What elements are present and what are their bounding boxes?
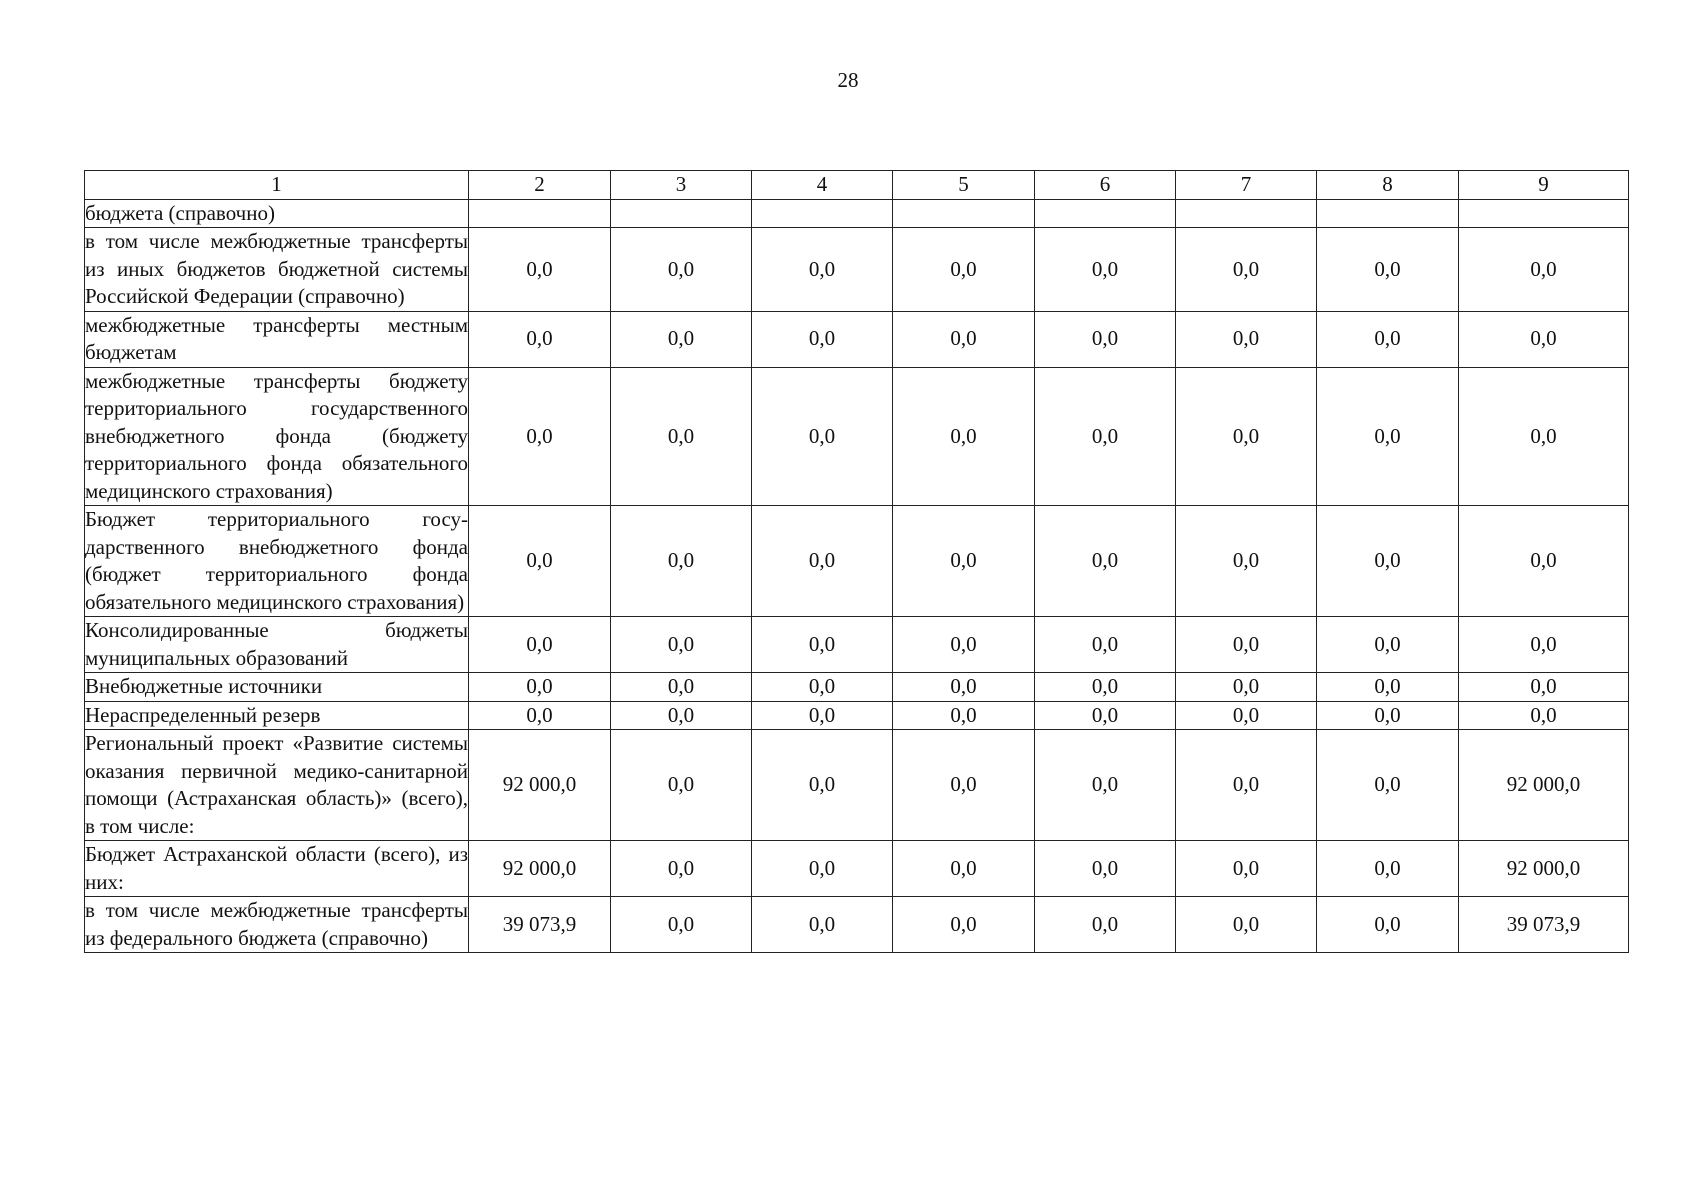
value-cell: 0,0 bbox=[893, 367, 1035, 506]
value-cell: 0,0 bbox=[1317, 617, 1459, 673]
value-cell: 0,0 bbox=[752, 897, 893, 953]
value-cell: 0,0 bbox=[1176, 841, 1317, 897]
value-cell: 92 000,0 bbox=[469, 841, 611, 897]
value-cell: 0,0 bbox=[752, 367, 893, 506]
value-cell: 39 073,9 bbox=[469, 897, 611, 953]
value-cell: 0,0 bbox=[752, 228, 893, 312]
value-cell: 0,0 bbox=[893, 228, 1035, 312]
value-cell: 0,0 bbox=[1176, 311, 1317, 367]
header-row bbox=[85, 171, 1629, 200]
column-header: 7 bbox=[1176, 171, 1317, 200]
value-cell: 0,0 bbox=[752, 673, 893, 702]
value-cell: 0,0 bbox=[1035, 730, 1176, 841]
value-cell: 0,0 bbox=[1035, 311, 1176, 367]
page-number: 28 bbox=[837, 68, 859, 92]
row-label: в том числе межбюджетные трансферты из федерального бюджета (справочно) bbox=[85, 897, 469, 953]
value-cell: 0,0 bbox=[1176, 701, 1317, 730]
value-cell: 0,0 bbox=[1317, 701, 1459, 730]
value-cell: 0,0 bbox=[1035, 367, 1176, 506]
value-cell bbox=[611, 199, 752, 228]
value-cell: 0,0 bbox=[893, 730, 1035, 841]
value-cell: 0,0 bbox=[752, 617, 893, 673]
value-cell: 0,0 bbox=[1459, 311, 1629, 367]
row-label: Консолидированные бюджеты муниципальных образований bbox=[85, 617, 469, 673]
row-label: в том числе межбюджетные трансферты из иных бюджетов бюджетной системы Российской Федерации (справочно) bbox=[85, 228, 469, 312]
value-cell: 0,0 bbox=[1317, 730, 1459, 841]
value-cell bbox=[1317, 199, 1459, 228]
column-header: 1 bbox=[85, 171, 469, 200]
row-label: межбюджетные трансферты местным бюджетам bbox=[85, 311, 469, 367]
value-cell: 0,0 bbox=[469, 311, 611, 367]
row-label: межбюджетные трансферты бюджету территориального государственного внебюджетного фонда (бюджету территориального фонда обязательного медицинского страхования) bbox=[85, 367, 469, 506]
value-cell: 0,0 bbox=[469, 367, 611, 506]
value-cell bbox=[752, 199, 893, 228]
value-cell: 0,0 bbox=[893, 897, 1035, 953]
value-cell: 0,0 bbox=[1459, 617, 1629, 673]
value-cell: 0,0 bbox=[611, 897, 752, 953]
value-cell: 0,0 bbox=[893, 506, 1035, 617]
table-row bbox=[85, 897, 1629, 953]
value-cell: 0,0 bbox=[1317, 841, 1459, 897]
value-cell: 0,0 bbox=[1035, 228, 1176, 312]
value-cell: 0,0 bbox=[1317, 228, 1459, 312]
value-cell: 0,0 bbox=[611, 367, 752, 506]
value-cell: 0,0 bbox=[1176, 897, 1317, 953]
row-label: Внебюджетные источники bbox=[85, 673, 469, 702]
value-cell: 0,0 bbox=[1459, 673, 1629, 702]
value-cell: 92 000,0 bbox=[469, 730, 611, 841]
value-cell bbox=[469, 199, 611, 228]
value-cell: 92 000,0 bbox=[1459, 841, 1629, 897]
value-cell: 0,0 bbox=[611, 701, 752, 730]
value-cell: 0,0 bbox=[611, 228, 752, 312]
value-cell: 0,0 bbox=[1176, 367, 1317, 506]
table-row bbox=[85, 367, 1629, 506]
value-cell: 0,0 bbox=[1317, 367, 1459, 506]
value-cell: 0,0 bbox=[1317, 673, 1459, 702]
value-cell: 0,0 bbox=[1317, 311, 1459, 367]
value-cell: 0,0 bbox=[752, 311, 893, 367]
table-body bbox=[85, 199, 1629, 953]
value-cell: 0,0 bbox=[752, 701, 893, 730]
value-cell: 0,0 bbox=[893, 617, 1035, 673]
value-cell: 0,0 bbox=[893, 701, 1035, 730]
value-cell: 39 073,9 bbox=[1459, 897, 1629, 953]
table-row bbox=[85, 199, 1629, 228]
value-cell: 0,0 bbox=[1317, 897, 1459, 953]
table-row bbox=[85, 841, 1629, 897]
value-cell: 0,0 bbox=[1459, 367, 1629, 506]
value-cell: 0,0 bbox=[611, 506, 752, 617]
value-cell: 0,0 bbox=[1176, 673, 1317, 702]
value-cell: 0,0 bbox=[1035, 673, 1176, 702]
column-header: 9 bbox=[1459, 171, 1629, 200]
table-row bbox=[85, 617, 1629, 673]
value-cell: 0,0 bbox=[611, 730, 752, 841]
value-cell: 0,0 bbox=[469, 617, 611, 673]
value-cell: 0,0 bbox=[1176, 506, 1317, 617]
value-cell: 0,0 bbox=[1176, 228, 1317, 312]
value-cell: 0,0 bbox=[893, 673, 1035, 702]
table-row bbox=[85, 673, 1629, 702]
value-cell: 92 000,0 bbox=[1459, 730, 1629, 841]
value-cell bbox=[1035, 199, 1176, 228]
value-cell: 0,0 bbox=[611, 841, 752, 897]
value-cell: 0,0 bbox=[752, 730, 893, 841]
value-cell: 0,0 bbox=[1035, 701, 1176, 730]
row-label: Нераспределенный резерв bbox=[85, 701, 469, 730]
table-row bbox=[85, 730, 1629, 841]
table-row bbox=[85, 228, 1629, 312]
row-label: Бюджет Астраханской области (всего), из них: bbox=[85, 841, 469, 897]
value-cell: 0,0 bbox=[752, 506, 893, 617]
value-cell: 0,0 bbox=[893, 841, 1035, 897]
value-cell: 0,0 bbox=[1035, 617, 1176, 673]
value-cell: 0,0 bbox=[611, 617, 752, 673]
value-cell bbox=[1459, 199, 1629, 228]
column-header: 2 bbox=[469, 171, 611, 200]
value-cell: 0,0 bbox=[469, 673, 611, 702]
table-row bbox=[85, 506, 1629, 617]
value-cell: 0,0 bbox=[1459, 228, 1629, 312]
value-cell bbox=[1176, 199, 1317, 228]
column-header: 6 bbox=[1035, 171, 1176, 200]
value-cell: 0,0 bbox=[469, 228, 611, 312]
row-label: Бюджет территориального государственного внебюджетного фонда (бюджет территориального фонда обязательного медицинского страхования) bbox=[85, 506, 469, 617]
table-row bbox=[85, 701, 1629, 730]
value-cell: 0,0 bbox=[1459, 506, 1629, 617]
value-cell: 0,0 bbox=[611, 673, 752, 702]
value-cell: 0,0 bbox=[469, 701, 611, 730]
value-cell bbox=[893, 199, 1035, 228]
value-cell: 0,0 bbox=[1176, 730, 1317, 841]
column-header: 4 bbox=[752, 171, 893, 200]
value-cell: 0,0 bbox=[1035, 841, 1176, 897]
value-cell: 0,0 bbox=[469, 506, 611, 617]
value-cell: 0,0 bbox=[1459, 701, 1629, 730]
column-header: 8 bbox=[1317, 171, 1459, 200]
column-header: 5 bbox=[893, 171, 1035, 200]
value-cell: 0,0 bbox=[1035, 897, 1176, 953]
value-cell: 0,0 bbox=[1035, 506, 1176, 617]
value-cell: 0,0 bbox=[611, 311, 752, 367]
table-row bbox=[85, 311, 1629, 367]
column-header: 3 bbox=[611, 171, 752, 200]
value-cell: 0,0 bbox=[893, 311, 1035, 367]
row-label: Региональный проект «Развитие системы оказания первичной медико-санитарной помощи (Астраханская область)» (всего), в том числе: bbox=[85, 730, 469, 841]
row-label: бюджета (справочно) bbox=[85, 199, 469, 228]
value-cell: 0,0 bbox=[1317, 506, 1459, 617]
value-cell: 0,0 bbox=[1176, 617, 1317, 673]
value-cell: 0,0 bbox=[752, 841, 893, 897]
budget-table bbox=[84, 170, 1629, 953]
